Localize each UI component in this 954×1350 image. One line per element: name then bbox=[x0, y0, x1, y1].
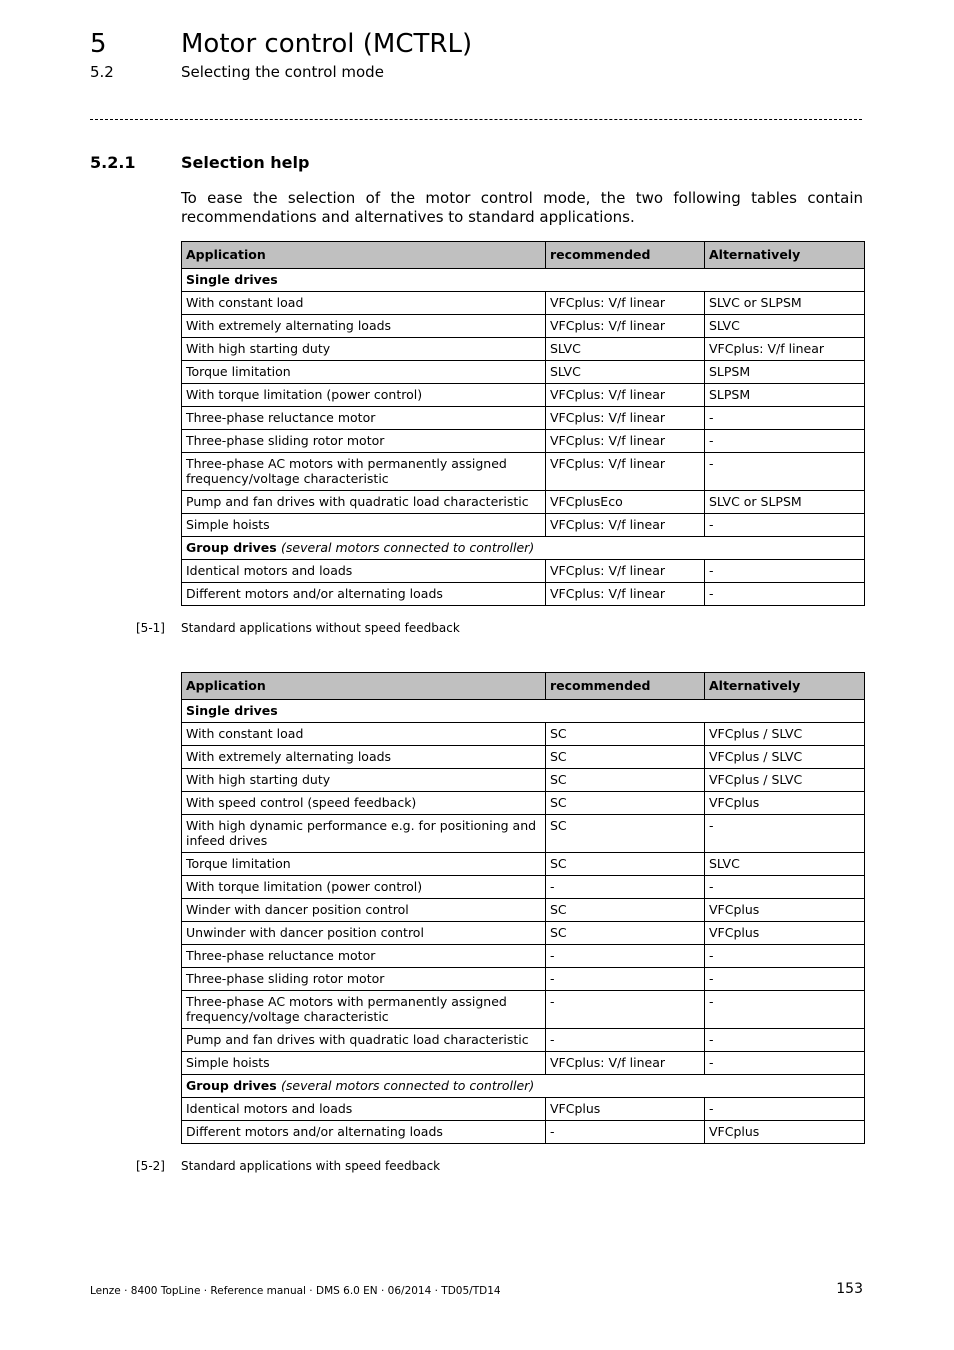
cell-application: Three-phase AC motors with permanently assigned frequency/voltage characteristic bbox=[182, 453, 546, 491]
table-row bbox=[182, 876, 865, 899]
cell-application: Three-phase AC motors with permanently assigned frequency/voltage characteristic bbox=[182, 991, 546, 1029]
cell-recommended: VFCplus: V/f linear bbox=[546, 315, 705, 338]
cell-application: Identical motors and loads bbox=[182, 1098, 546, 1121]
cell-application: With high starting duty bbox=[182, 769, 546, 792]
cell-application: With extremely alternating loads bbox=[182, 746, 546, 769]
cell-alternatively: - bbox=[705, 430, 865, 453]
cell-application: Pump and fan drives with quadratic load characteristic bbox=[182, 491, 546, 514]
cell-recommended: VFCplus: V/f linear bbox=[546, 430, 705, 453]
group-label: Single drives bbox=[182, 269, 865, 292]
cell-alternatively: - bbox=[705, 991, 865, 1029]
header-divider bbox=[90, 119, 862, 120]
table2-caption: Standard applications with speed feedback bbox=[181, 1159, 441, 1173]
cell-application: With extremely alternating loads bbox=[182, 315, 546, 338]
table1-caption: Standard applications without speed feedback bbox=[181, 621, 460, 635]
cell-application: Three-phase sliding rotor motor bbox=[182, 430, 546, 453]
cell-alternatively: VFCplus / SLVC bbox=[705, 769, 865, 792]
intro-paragraph: To ease the selection of the motor control mode, the two following tables contain recommendations and alternatives to standard applications. bbox=[181, 189, 863, 226]
cell-application: With constant load bbox=[182, 723, 546, 746]
cell-application: With high starting duty bbox=[182, 338, 546, 361]
cell-application: Pump and fan drives with quadratic load characteristic bbox=[182, 1029, 546, 1052]
cell-application: Three-phase reluctance motor bbox=[182, 407, 546, 430]
cell-recommended: SLVC bbox=[546, 361, 705, 384]
cell-application: Torque limitation bbox=[182, 361, 546, 384]
cell-alternatively: SLPSM bbox=[705, 384, 865, 407]
table-row bbox=[182, 338, 865, 361]
group-drives-label: Group drives bbox=[186, 540, 277, 555]
table-row bbox=[182, 945, 865, 968]
cell-alternatively: - bbox=[705, 876, 865, 899]
chapter-title: Motor control (MCTRL) bbox=[181, 29, 473, 59]
page-number: 153 bbox=[836, 1281, 863, 1297]
cell-recommended: - bbox=[546, 1121, 705, 1144]
table-row bbox=[182, 315, 865, 338]
cell-recommended: VFCplusEco bbox=[546, 491, 705, 514]
cell-application: With high dynamic performance e.g. for positioning and infeed drives bbox=[182, 815, 546, 853]
group-row-group-drives bbox=[182, 537, 865, 560]
table-row bbox=[182, 792, 865, 815]
cell-alternatively: SLVC or SLPSM bbox=[705, 491, 865, 514]
table-row bbox=[182, 723, 865, 746]
cell-recommended: - bbox=[546, 991, 705, 1029]
group-drives-label: Group drives bbox=[186, 1078, 277, 1093]
header-recommended: recommended bbox=[546, 242, 705, 269]
table-row bbox=[182, 815, 865, 853]
table-row bbox=[182, 853, 865, 876]
cell-alternatively: SLVC bbox=[705, 853, 865, 876]
table-row bbox=[182, 384, 865, 407]
group-label bbox=[182, 537, 865, 560]
cell-alternatively: - bbox=[705, 560, 865, 583]
cell-alternatively: VFCplus bbox=[705, 792, 865, 815]
cell-recommended: VFCplus: V/f linear bbox=[546, 292, 705, 315]
table-row bbox=[182, 430, 865, 453]
table2-caption-number: [5-2] bbox=[136, 1159, 165, 1173]
table-row bbox=[182, 899, 865, 922]
cell-recommended: - bbox=[546, 1029, 705, 1052]
header-alternatively: Alternatively bbox=[705, 673, 865, 700]
cell-alternatively: - bbox=[705, 453, 865, 491]
cell-alternatively: VFCplus: V/f linear bbox=[705, 338, 865, 361]
table-row bbox=[182, 922, 865, 945]
cell-recommended: VFCplus bbox=[546, 1098, 705, 1121]
cell-recommended: VFCplus: V/f linear bbox=[546, 1052, 705, 1075]
cell-alternatively: SLVC bbox=[705, 315, 865, 338]
table-row bbox=[182, 583, 865, 606]
cell-alternatively: VFCplus bbox=[705, 1121, 865, 1144]
cell-alternatively: SLPSM bbox=[705, 361, 865, 384]
cell-application: Torque limitation bbox=[182, 853, 546, 876]
cell-recommended: - bbox=[546, 876, 705, 899]
group-drives-note: (several motors connected to controller) bbox=[281, 1078, 535, 1093]
table-row bbox=[182, 407, 865, 430]
cell-application: Three-phase sliding rotor motor bbox=[182, 968, 546, 991]
cell-recommended: VFCplus: V/f linear bbox=[546, 583, 705, 606]
cell-recommended: VFCplus: V/f linear bbox=[546, 384, 705, 407]
cell-alternatively: VFCplus / SLVC bbox=[705, 723, 865, 746]
table-row bbox=[182, 1098, 865, 1121]
cell-recommended: VFCplus: V/f linear bbox=[546, 560, 705, 583]
cell-application: With speed control (speed feedback) bbox=[182, 792, 546, 815]
table-row bbox=[182, 1121, 865, 1144]
table-row bbox=[182, 769, 865, 792]
cell-recommended: SC bbox=[546, 899, 705, 922]
table-row bbox=[182, 361, 865, 384]
group-row-single bbox=[182, 269, 865, 292]
cell-alternatively: - bbox=[705, 1052, 865, 1075]
footer-text: Lenze · 8400 TopLine · Reference manual · DMS 6.0 EN · 06/2014 · TD05/TD14 bbox=[90, 1285, 501, 1297]
cell-alternatively: - bbox=[705, 1029, 865, 1052]
group-label: Single drives bbox=[182, 700, 865, 723]
cell-recommended: SLVC bbox=[546, 338, 705, 361]
cell-application: Three-phase reluctance motor bbox=[182, 945, 546, 968]
cell-alternatively: - bbox=[705, 583, 865, 606]
header-application: Application bbox=[182, 242, 546, 269]
group-drives-note: (several motors connected to controller) bbox=[281, 540, 535, 555]
cell-recommended: SC bbox=[546, 922, 705, 945]
cell-application: Simple hoists bbox=[182, 1052, 546, 1075]
cell-recommended: VFCplus: V/f linear bbox=[546, 453, 705, 491]
cell-recommended: - bbox=[546, 945, 705, 968]
table-row bbox=[182, 292, 865, 315]
cell-alternatively: VFCplus bbox=[705, 922, 865, 945]
table-row bbox=[182, 560, 865, 583]
table-row bbox=[182, 491, 865, 514]
table-header-row bbox=[182, 673, 865, 700]
table-row bbox=[182, 514, 865, 537]
table-row bbox=[182, 968, 865, 991]
subsection-number: 5.2.1 bbox=[90, 153, 136, 172]
chapter-number: 5 bbox=[90, 29, 107, 59]
cell-alternatively: VFCplus bbox=[705, 899, 865, 922]
cell-recommended: - bbox=[546, 968, 705, 991]
table-header-row bbox=[182, 242, 865, 269]
cell-application: Different motors and/or alternating loads bbox=[182, 1121, 546, 1144]
table-with-speed-feedback bbox=[181, 672, 865, 1144]
table1-caption-number: [5-1] bbox=[136, 621, 165, 635]
table-row bbox=[182, 1029, 865, 1052]
cell-application: With torque limitation (power control) bbox=[182, 876, 546, 899]
subsection-title: Selection help bbox=[181, 153, 310, 172]
cell-recommended: SC bbox=[546, 792, 705, 815]
cell-recommended: SC bbox=[546, 853, 705, 876]
cell-alternatively: VFCplus / SLVC bbox=[705, 746, 865, 769]
group-row-single bbox=[182, 700, 865, 723]
group-row-group-drives bbox=[182, 1075, 865, 1098]
cell-recommended: SC bbox=[546, 746, 705, 769]
cell-alternatively: - bbox=[705, 1098, 865, 1121]
cell-recommended: SC bbox=[546, 815, 705, 853]
table-row bbox=[182, 746, 865, 769]
table-row bbox=[182, 991, 865, 1029]
cell-application: With torque limitation (power control) bbox=[182, 384, 546, 407]
cell-recommended: VFCplus: V/f linear bbox=[546, 514, 705, 537]
table-row bbox=[182, 1052, 865, 1075]
cell-application: Simple hoists bbox=[182, 514, 546, 537]
cell-alternatively: - bbox=[705, 945, 865, 968]
cell-recommended: VFCplus: V/f linear bbox=[546, 407, 705, 430]
header-application: Application bbox=[182, 673, 546, 700]
cell-application: Unwinder with dancer position control bbox=[182, 922, 546, 945]
section-title: Selecting the control mode bbox=[181, 63, 384, 81]
cell-alternatively: - bbox=[705, 815, 865, 853]
section-number: 5.2 bbox=[90, 63, 114, 81]
cell-recommended: SC bbox=[546, 769, 705, 792]
header-alternatively: Alternatively bbox=[705, 242, 865, 269]
cell-application: With constant load bbox=[182, 292, 546, 315]
cell-application: Different motors and/or alternating loads bbox=[182, 583, 546, 606]
table-row bbox=[182, 453, 865, 491]
table-without-speed-feedback bbox=[181, 241, 865, 606]
cell-recommended: SC bbox=[546, 723, 705, 746]
header-recommended: recommended bbox=[546, 673, 705, 700]
cell-application: Identical motors and loads bbox=[182, 560, 546, 583]
group-label bbox=[182, 1075, 865, 1098]
cell-alternatively: SLVC or SLPSM bbox=[705, 292, 865, 315]
cell-alternatively: - bbox=[705, 514, 865, 537]
cell-alternatively: - bbox=[705, 407, 865, 430]
cell-alternatively: - bbox=[705, 968, 865, 991]
cell-application: Winder with dancer position control bbox=[182, 899, 546, 922]
